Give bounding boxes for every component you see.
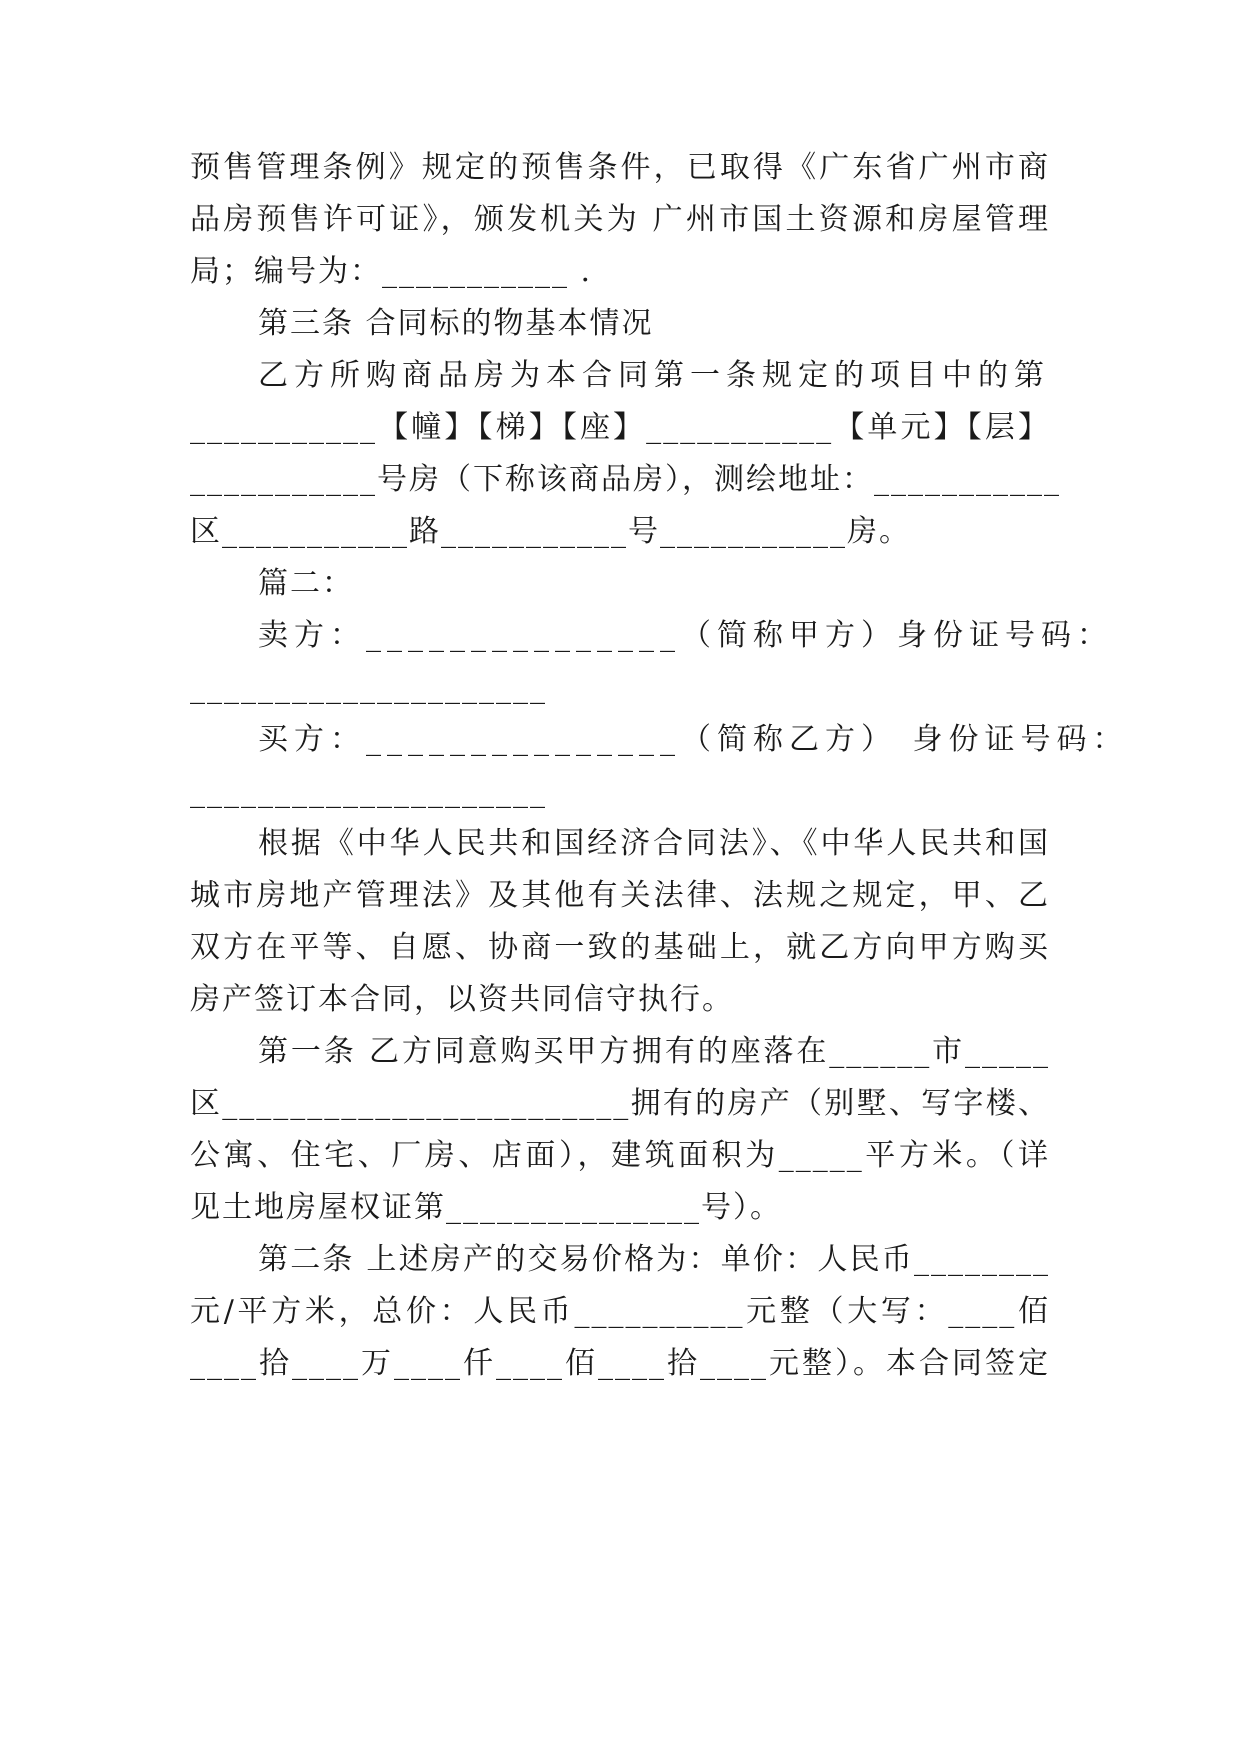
- text-line: 区________________________拥有的房产（别墅、写字楼、: [190, 1086, 1050, 1121]
- text-line: 卖方：_______________（简称甲方）身份证号码：: [258, 618, 1113, 653]
- blank-line: _____________________: [190, 670, 547, 705]
- text-line: 乙方所购商品房为本合同第一条规定的项目中的第: [258, 358, 1050, 393]
- text-line: 双方在平等、自愿、协商一致的基础上，就乙方向甲方购买: [190, 930, 1050, 965]
- text-line: ____拾____万____仟____佰____拾____元整）。本合同签定: [190, 1346, 1050, 1381]
- text-line: 买方：_______________（简称乙方） 身份证号码：: [258, 722, 1129, 757]
- text-line: 房产签订本合同，以资共同信守执行。: [190, 982, 734, 1017]
- text-line: 第一条 乙方同意购买甲方拥有的座落在______市_____: [258, 1034, 1050, 1069]
- text-line: 公寓、住宅、厂房、店面），建筑面积为_____平方米。（详: [190, 1138, 1050, 1173]
- section-heading: 第三条 合同标的物基本情况: [258, 306, 654, 341]
- text-line: 根据《中华人民共和国经济合同法》、《中华人民共和国: [258, 826, 1050, 861]
- text-line: 区___________路___________号___________房。: [190, 514, 911, 549]
- text-line: ___________【幢】【梯】【座】___________【单元】【层】: [190, 410, 1050, 445]
- section-heading: 篇二：: [258, 566, 354, 601]
- blank-line: _____________________: [190, 774, 547, 809]
- text-line: ___________号房（下称该商品房），测绘地址：___________: [190, 462, 1061, 497]
- text-line: 品房预售许可证》，颁发机关为 广州市国土资源和房屋管理: [190, 202, 1050, 237]
- text-line: 城市房地产管理法》及其他有关法律、法规之规定，甲、乙: [190, 878, 1050, 913]
- text-line: 预售管理条例》规定的预售条件，已取得《广东省广州市商: [190, 150, 1050, 185]
- text-line: 元/平方米，总价：人民币__________元整（大写：____佰: [190, 1294, 1050, 1329]
- text-line: 局；编号为：___________ .: [190, 254, 593, 289]
- text-line: 第二条 上述房产的交易价格为：单价：人民币________: [258, 1242, 1050, 1277]
- text-line: 见土地房屋权证第_______________号）。: [190, 1190, 782, 1225]
